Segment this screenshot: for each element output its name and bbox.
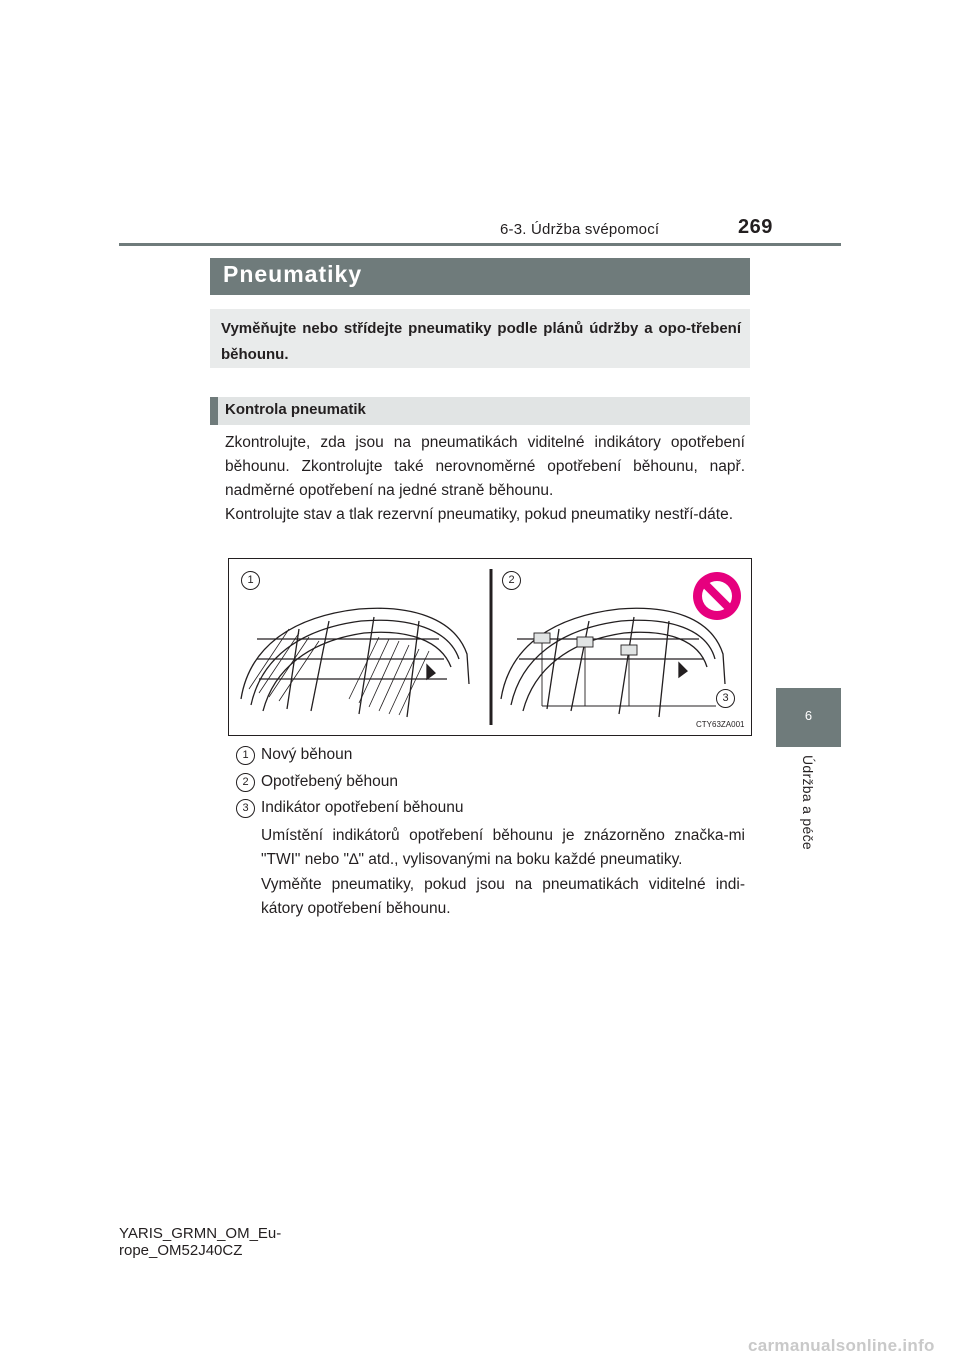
tire-illustration [229, 559, 751, 735]
note-2: Vyměňte pneumatiky, pokud jsou na pneumatikách viditelné indi-kátory opotřebení běhounu. [261, 876, 745, 917]
paragraph-1: Zkontrolujte, zda jsou na pneumatikách viditelné indikátory opotřebení běhounu. Zkontrolujte také nerovnoměrné opotřebení běhounu, např. nadměrné opotřebení na jedné straně běhounu. [225, 434, 745, 499]
page-number: 269 [738, 216, 773, 238]
tire-figure [228, 558, 752, 736]
subsection-accent [210, 397, 218, 425]
callout-1: 1 [241, 571, 260, 590]
subsection-title: Kontrola pneumatik [225, 401, 366, 418]
note-1: Umístění indikátorů opotřebení běhounu je znázorněno značka-mi "TWI" nebo "∆" atd., vylisovanými na boku každé pneumatiky. [261, 827, 745, 868]
legend-label-3: Indikátor opotřebení běhounu [261, 799, 464, 816]
footer-doc-id [119, 1225, 281, 1259]
worn-tire-drawing [501, 608, 725, 717]
legend-label-2: Opotřebený běhoun [261, 773, 399, 790]
chapter-tab-number: 6 [804, 708, 813, 723]
chapter-tab [776, 688, 841, 747]
no-entry-icon [693, 572, 741, 620]
figure-code: CTY63ZA001 [696, 720, 745, 729]
tread-pattern-lines [249, 629, 429, 715]
header-rule [119, 243, 841, 246]
footer-line-1: YARIS_GRMN_OM_Eu- [119, 1225, 282, 1242]
callout-2: 2 [502, 571, 521, 590]
callout-3: 3 [716, 689, 735, 708]
intro-box [210, 309, 750, 368]
title-bar [210, 258, 750, 295]
header-section-title: 6-3. Údržba svépomocí [500, 221, 660, 238]
paragraph-2: Kontrolujte stav a tlak rezervní pneumatiky, pokud pneumatiky nestří-dáte. [225, 506, 734, 523]
page-title: Pneumatiky [223, 261, 363, 287]
legend-number-2: 2 [236, 773, 255, 792]
legend-label-1: Nový běhoun [261, 746, 353, 763]
intro-text: Vyměňujte nebo střídejte pneumatiky podle plánů údržby a opo-třebení běhounu. [221, 320, 741, 363]
subsection-bar [210, 397, 750, 425]
footer-line-2: rope_OM52J40CZ [119, 1242, 243, 1259]
new-tire-drawing [241, 607, 469, 717]
legend-number-3: 3 [236, 799, 255, 818]
legend-number-1: 1 [236, 746, 255, 765]
chapter-side-label: Údržba a péče [800, 755, 816, 850]
watermark: carmanualsonline.info [748, 1336, 935, 1355]
